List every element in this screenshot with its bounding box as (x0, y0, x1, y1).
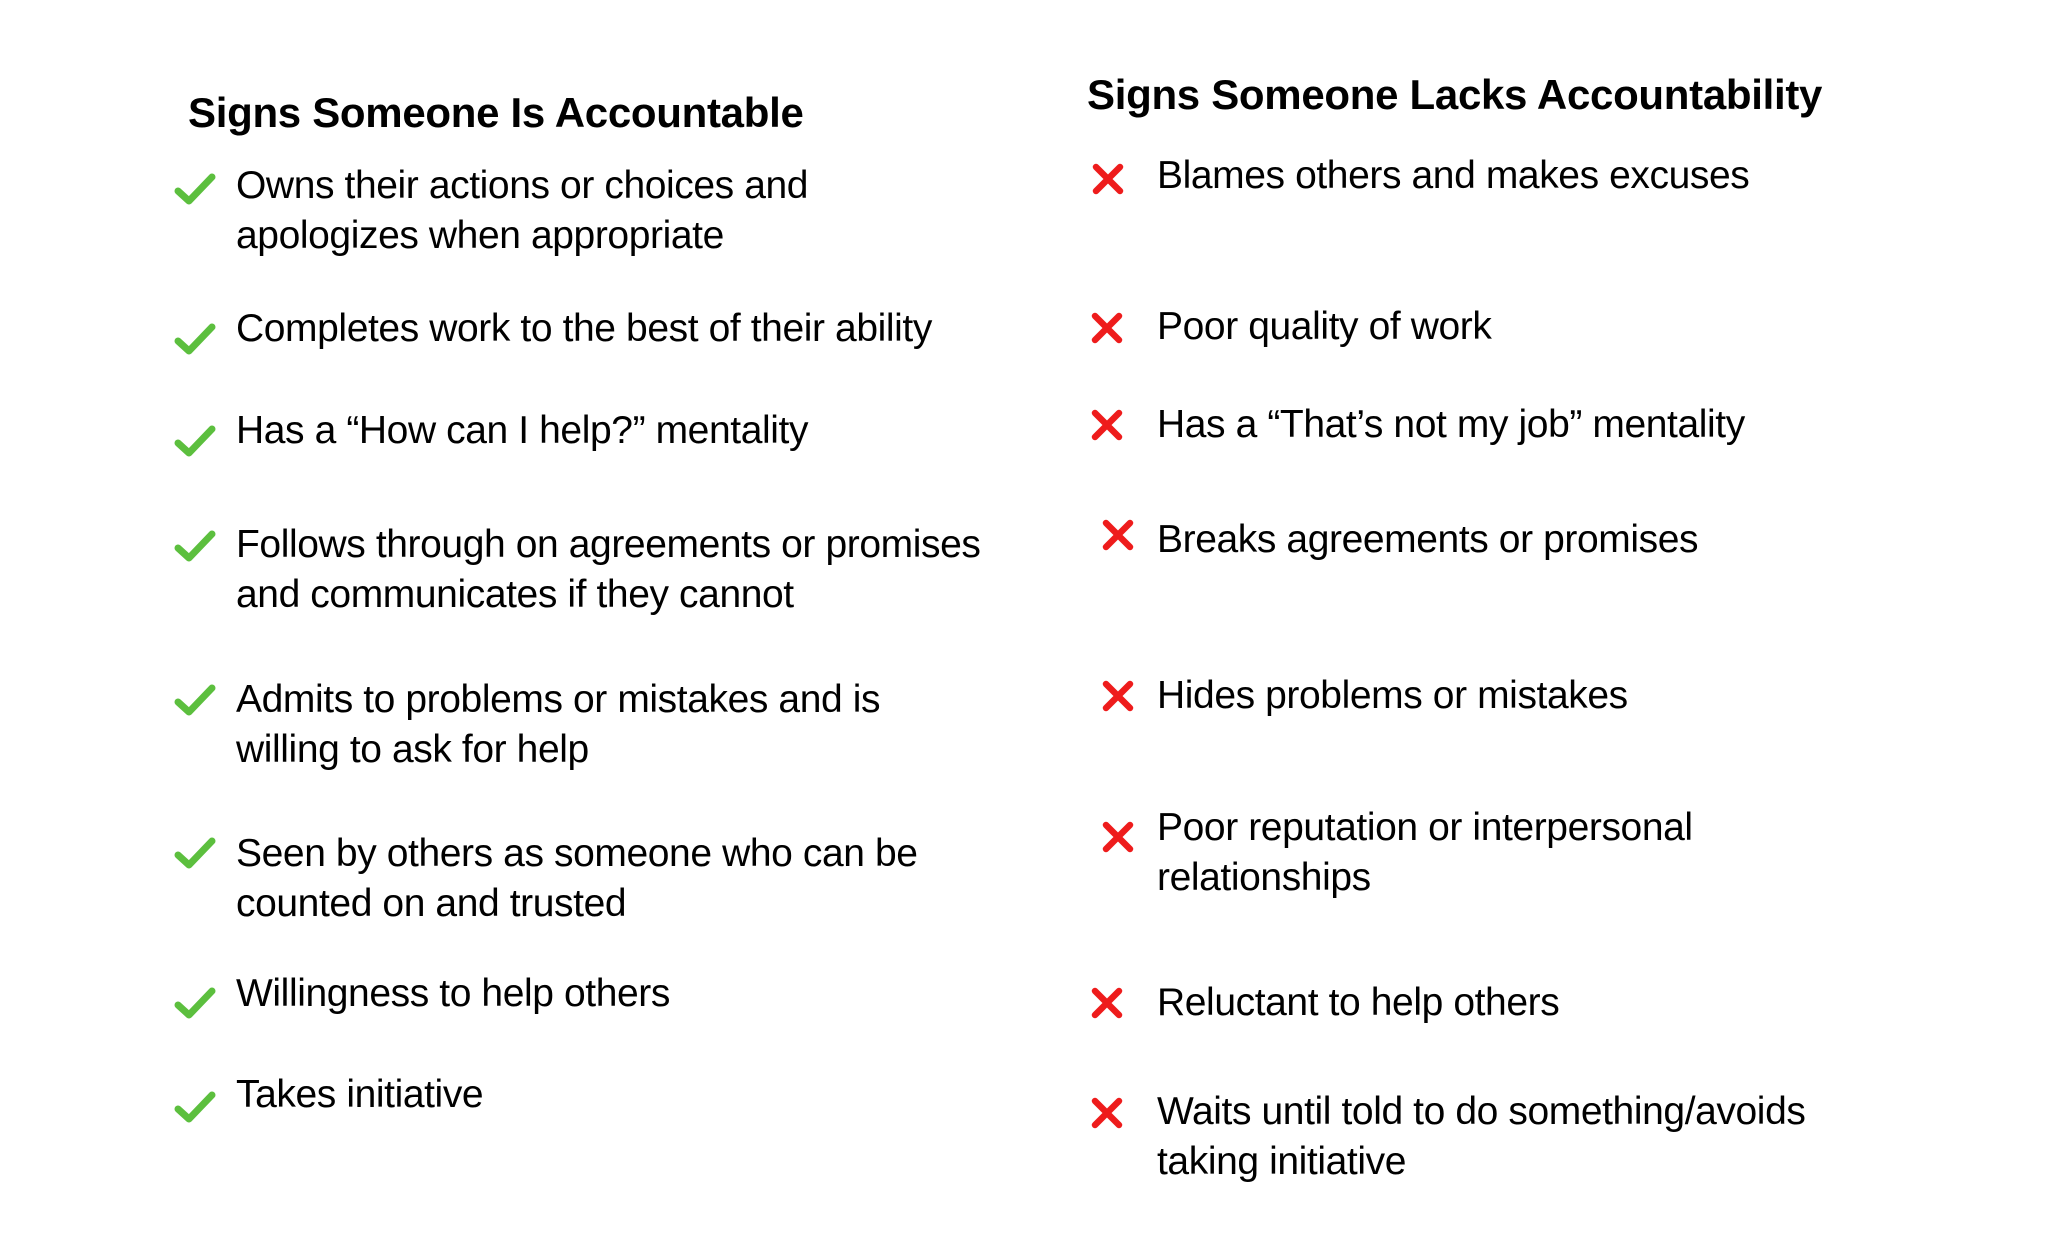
accountable-item-3: Has a “How can I help?” mentality (236, 409, 809, 452)
check-icon (174, 1090, 216, 1124)
lacks-item-2: Poor quality of work (1157, 305, 1492, 348)
accountable-item-7: Willingness to help others (236, 972, 670, 1015)
x-icon (1101, 679, 1135, 713)
accountable-item-6: Seen by others as someone who can be counted on and trusted (236, 832, 918, 925)
lacks-accountability-heading: Signs Someone Lacks Accountability (1087, 71, 1823, 118)
check-icon (174, 322, 216, 356)
check-icon (174, 683, 216, 717)
accountable-heading: Signs Someone Is Accountable (188, 89, 804, 136)
accountable-item-2: Completes work to the best of their ability (236, 307, 932, 350)
x-icon (1091, 162, 1125, 196)
accountable-item-1: Owns their actions or choices and apologizes when appropriate (236, 164, 809, 257)
check-icon (174, 986, 216, 1020)
accountable-item-4: Follows through on agreements or promises and communicates if they cannot (236, 523, 981, 616)
lacks-item-4: Breaks agreements or promises (1157, 518, 1699, 561)
accountable-item-8: Takes initiative (236, 1073, 484, 1116)
lacks-item-5: Hides problems or mistakes (1157, 674, 1628, 717)
lacks-item-1: Blames others and makes excuses (1157, 154, 1750, 197)
check-icon (174, 836, 216, 870)
x-icon (1101, 820, 1135, 854)
x-icon (1090, 408, 1124, 442)
check-icon (174, 172, 216, 206)
lacks-item-7: Reluctant to help others (1157, 981, 1560, 1024)
check-icon (174, 424, 216, 458)
x-icon (1090, 311, 1124, 345)
accountable-item-5: Admits to problems or mistakes and is willing to ask for help (236, 678, 881, 771)
check-icon (174, 529, 216, 563)
lacks-item-6: Poor reputation or interpersonal relationships (1157, 806, 1693, 899)
x-icon (1090, 986, 1124, 1020)
lacks-item-8: Waits until told to do something/avoids taking initiative (1157, 1090, 1806, 1183)
x-icon (1101, 518, 1135, 552)
lacks-item-3: Has a “That’s not my job” mentality (1157, 403, 1745, 446)
x-icon (1090, 1096, 1124, 1130)
